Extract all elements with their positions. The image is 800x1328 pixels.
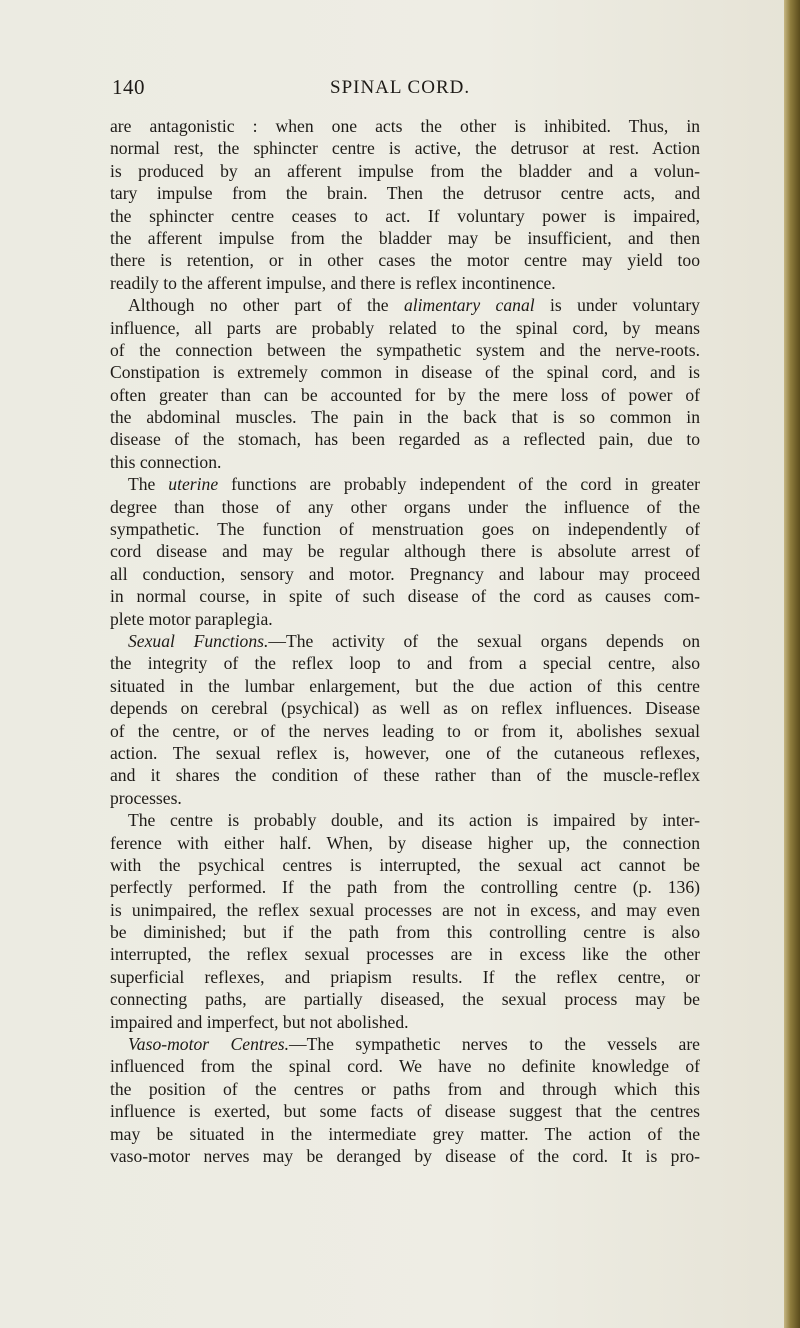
line-text: superficial reflexes, and priapism results. If the reflex centre, or [110,966,700,987]
line-text: The centre is probably double, and its action is impaired by inter- [128,810,700,831]
text-line [110,115,700,137]
text-line [110,966,700,988]
line-text: degree than those of any other organs under the influence of the [110,496,700,517]
line-text: the abdominal muscles. The pain in the back that is so common in [110,407,700,428]
line-text: be diminished; but if the path from this controlling centre is also [110,922,700,943]
text-line [110,1100,700,1122]
running-head: SPINAL CORD. [330,77,471,98]
text-line [110,406,700,428]
page-number: 140 [112,75,145,99]
text-line [110,899,700,921]
text-line [110,876,700,898]
line-text: influence is exerted, but some facts of disease suggest that the centres [110,1101,700,1122]
text-line [110,652,700,674]
text-line [110,384,700,406]
line-text: functions are probably independent of the cord in greater [218,474,700,495]
line-text: the integrity of the reflex loop to and from a special centre, also [110,653,700,674]
line-text: the afferent impulse from the bladder may be insufficient, and then [110,227,700,248]
line-text: —The sympathetic nerves to the vessels are [289,1034,700,1055]
text-line [110,205,700,227]
text-line [110,317,700,339]
italic-heading-text: Sexual Functions. [128,630,269,651]
text-line [110,137,700,159]
line-text: Although no other part of the [128,295,404,316]
line-text: this connection. [110,451,222,472]
text-line [110,540,700,562]
text-line [110,339,700,361]
line-text: —The activity of the sexual organs depends on [268,630,700,651]
text-line [110,496,700,518]
line-text: Constipation is extremely common in disease of the spinal cord, and is [110,362,700,383]
text-line [110,854,700,876]
line-text: situated in the lumbar enlargement, but the due action of this centre [110,675,700,696]
line-text: processes. [110,787,182,808]
line-text: depends on cerebral (psychical) as well as on reflex influences. Disease [110,698,700,719]
text-line [110,720,700,742]
text-line [110,294,700,316]
text-line [110,272,700,294]
text-line [110,160,700,182]
line-text: is produced by an afferent impulse from the bladder and a volun- [110,160,700,181]
text-line [110,697,700,719]
text-line [110,630,700,652]
line-text: The [128,474,169,495]
line-text: connecting paths, are partially diseased, the sexual process may be [110,989,700,1010]
line-text: action. The sexual reflex is, however, one of the cutaneous reflexes, [110,742,700,763]
text-line [110,742,700,764]
line-text: influenced from the spinal cord. We have no definite knowledge of [110,1056,700,1077]
line-text: in normal course, in spite of such disease of the cord as causes com- [110,586,700,607]
italic-heading-text: Vaso-motor Centres. [128,1034,290,1055]
line-text: are antagonistic : when one acts the other is inhibited. Thus, in [110,116,700,136]
text-line [110,809,700,831]
text-line [110,787,700,809]
text-line [110,182,700,204]
line-text: is unimpaired, the reflex sexual processes are not in excess, and may even [110,899,700,920]
text-line [110,428,700,450]
text-line [110,451,700,473]
line-text: may be situated in the intermediate grey matter. The action of the [110,1123,700,1144]
text-line [110,361,700,383]
text-line [110,832,700,854]
text-line [110,227,700,249]
line-text: impaired and imperfect, but not abolished. [110,1011,409,1032]
text-line [110,764,700,786]
line-text: all conduction, sensory and motor. Pregnancy and labour may proceed [110,563,700,584]
text-line [110,518,700,540]
text-line [110,1145,700,1167]
text-line [110,1055,700,1077]
text-line [110,585,700,607]
text-line [110,1123,700,1145]
line-text: plete motor paraplegia. [110,608,273,629]
line-text: often greater than can be accounted for by the mere loss of power of [110,384,700,405]
italic-heading-text: uterine [168,474,219,495]
body-text [110,115,700,1167]
line-text: sympathetic. The function of menstruation goes on independently of [110,519,700,540]
text-line [110,675,700,697]
text-line [110,1011,700,1033]
line-text: the sphincter centre ceases to act. If voluntary power is impaired, [110,205,700,226]
text-line [110,921,700,943]
book-spine-edge [784,0,800,1328]
line-text: interrupted, the reflex sexual processes are in excess like the other [110,944,700,965]
page-header [0,75,800,105]
text-line [110,1033,700,1055]
text-line [110,249,700,271]
text-line [110,1078,700,1100]
line-text: ference with either half. When, by disease higher up, the connection [110,832,700,853]
line-text: perfectly performed. If the path from the controlling centre (p. 136) [110,877,700,898]
text-line [110,988,700,1010]
line-text: there is retention, or in other cases the motor centre may yield too [110,250,700,271]
text-line [110,473,700,495]
text-line [110,608,700,630]
line-text: is under voluntary [534,295,700,316]
line-text: readily to the afferent impulse, and there is reflex incontinence. [110,272,556,293]
line-text: influence, all parts are probably related to the spinal cord, by means [110,317,700,338]
line-text: normal rest, the sphincter centre is active, the detrusor at rest. Action [110,138,700,159]
line-text: of the centre, or of the nerves leading to or from it, abolishes sexual [110,720,700,741]
text-line [110,563,700,585]
line-text: of the connection between the sympathetic system and the nerve-roots. [110,339,700,360]
line-text: the position of the centres or paths from and through which this [110,1078,700,1099]
line-text: tary impulse from the brain. Then the detrusor centre acts, and [110,183,700,204]
line-text: and it shares the condition of these rather than of the muscle-reflex [110,765,700,786]
line-text: disease of the stomach, has been regarded as a reflected pain, due to [110,429,700,450]
line-text: vaso-motor nerves may be deranged by disease of the cord. It is pro- [110,1145,700,1166]
line-text: cord disease and may be regular although there is absolute arrest of [110,541,700,562]
line-text: with the psychical centres is interrupted, the sexual act cannot be [110,854,700,875]
text-line [110,943,700,965]
italic-heading-text: alimentary canal [403,295,535,316]
